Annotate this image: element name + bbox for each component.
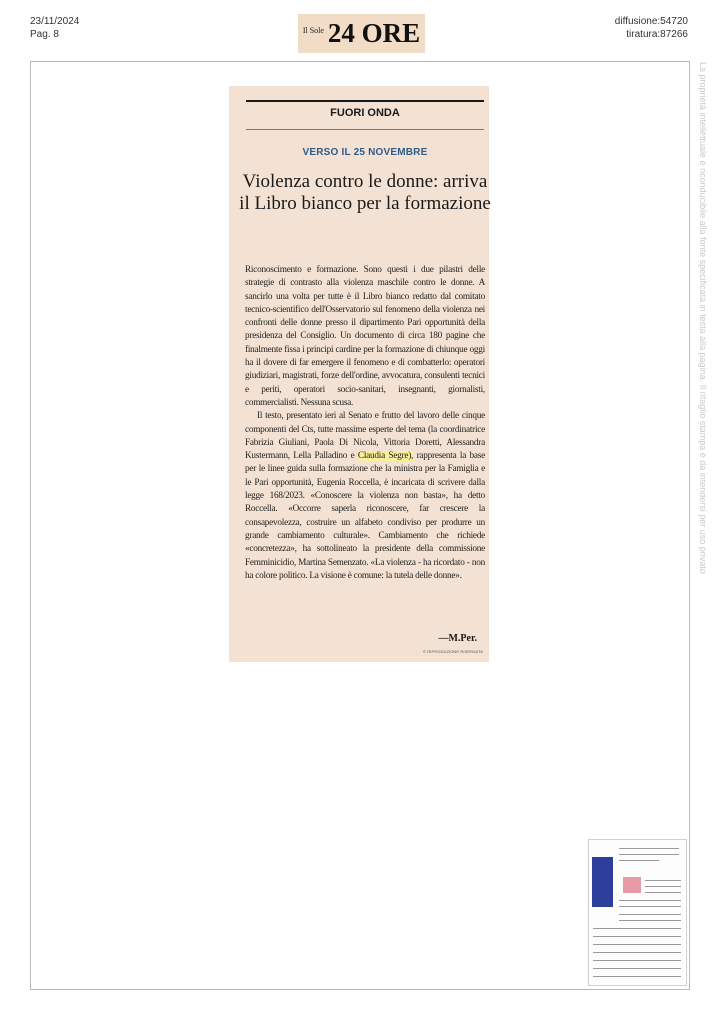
thumbnail-text-line	[593, 960, 681, 961]
top-rule	[246, 100, 484, 102]
article-title: Violenza contro le donne: arriva il Libro bianco per la formazione	[239, 171, 491, 214]
newspaper-logo	[298, 14, 425, 53]
clip-date: 23/11/2024	[30, 16, 80, 27]
paragraph-text: Il testo, presentato ieri al Senato e frutto del lavoro delle cinque componenti del Cts, tutte massime esperte del tema (la coordinatrice Fabrizia Giuliani, Paola Di Nicola, Vittoria Doretti, Alessandra Kustermann, Lella Palladino e	[245, 411, 485, 462]
copyright-side-note: La proprietà intellettuale è riconducibile alla fonte specificata in testa alla pagina. Il ritaglio stampa è da intendersi per uso privato	[698, 62, 708, 574]
section-label: FUORI ONDA	[330, 107, 400, 119]
thumbnail-photo	[623, 877, 641, 893]
thumbnail-text-line	[619, 906, 681, 907]
page-thumbnail	[588, 839, 687, 986]
article-paragraph: Riconoscimento e formazione. Sono questi i due pilastri delle strategie di contrasto alla violenza maschile contro le donne. A sancirlo una volta per tutte è il Libro bianco redatto dal comitato tecnico-scientifico dell'Osservatorio sul fenomeno della violenza nei confronti delle donne presso il dipartimento Pari opportunità della presidenza del Consiglio. Un documento di circa 180 pagine che finalmente fissa i principi cardine per la formazione di chiunque oggi ha il dovere di far emergere il fenomeno e di combatterlo: operatori giudiziari, magistrati, forze dell'ordine, avvocatura, consulenti tecnici e periti, operatori socio-sanitari, insegnanti, giornalisti, commercialisti. Nessuna scusa.	[245, 265, 485, 408]
header-right	[615, 15, 688, 41]
thumbnail-text-line	[593, 976, 681, 977]
header-left	[30, 15, 79, 41]
thumbnail-text-line	[645, 892, 681, 893]
thumbnail-text-line	[593, 944, 681, 945]
diffusione-count: diffusione:54720	[614, 16, 688, 27]
thumbnail-text-line	[593, 968, 681, 969]
thumbnail-text-line	[619, 914, 681, 915]
article-clipping	[229, 86, 489, 662]
thumbnail-text-line	[645, 886, 681, 887]
paragraph-text: rappresenta la base per le linee guida sulla formazione che la ministra per la Famiglia e le Pari opportunità, Eugenia Roccella, è incaricata di scrivere dalla legge 168/2023. «Conoscere la violenza non basta», ha detto Roccella. «Occorre saperla riconoscere, far crescere la consapevolezza, costruire un alfabeto condiviso per produrre un grande cambiamento culturale». Cambiamento che richiede «concretezza», ha sottolineato la presidente della commissione Femminicidio, Martina Semenzato. «La violenza - ha ricordato - non ha colore politico. La visione è comune: la tutela delle donne».	[245, 451, 485, 581]
author-signature: —M.Per.	[438, 633, 477, 644]
logo-main-text: 24 ORE	[327, 18, 421, 48]
thumbnail-text-line	[619, 854, 679, 855]
page-number: Pag. 8	[30, 29, 59, 40]
highlighted-name: Claudia Segre),	[357, 451, 414, 462]
thumbnail-text-line	[619, 848, 679, 849]
tiratura-count: tiratura:87266	[626, 29, 688, 40]
logo-small-text: Il Sole	[302, 26, 324, 35]
thumbnail-text-line	[619, 920, 681, 921]
thumbnail-text-line	[645, 880, 681, 881]
article-body	[245, 264, 485, 583]
thumbnail-blue-block	[592, 857, 613, 907]
thumbnail-text-line	[619, 900, 681, 901]
thumbnail-text-line	[593, 928, 681, 929]
thumbnail-text-line	[593, 952, 681, 953]
article-paragraph	[245, 410, 485, 583]
thumbnail-text-line	[593, 936, 681, 937]
rights-notice: © RIPRODUZIONE RISERVATA	[423, 649, 483, 654]
thumbnail-text-line	[619, 860, 659, 861]
article-kicker: VERSO IL 25 NOVEMBRE	[302, 147, 428, 158]
section-rule	[246, 129, 484, 130]
